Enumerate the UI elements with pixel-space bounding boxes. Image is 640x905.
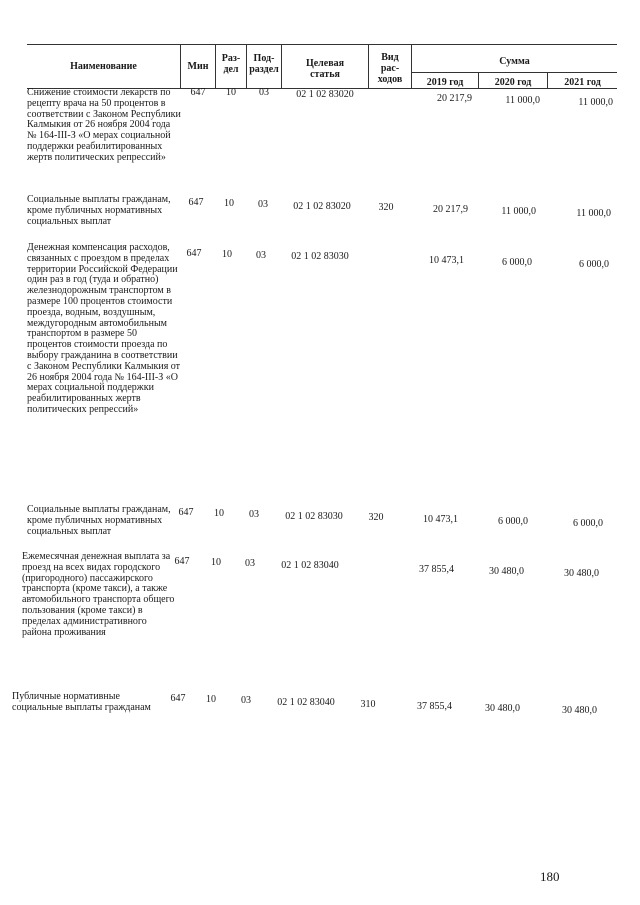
header-target: Целевая статья (305, 58, 345, 80)
header-top-border (27, 44, 617, 45)
row-amount-2019: 10 473,1 (423, 514, 458, 525)
row-amount-2019: 37 855,4 (419, 564, 454, 575)
row-razdel: 10 (206, 694, 216, 705)
row-podrazdel: 03 (258, 199, 268, 210)
row-podrazdel: 03 (245, 558, 255, 569)
row-name: Социальные выплаты гражданам, кроме публичных нормативных социальных выплат (27, 194, 171, 227)
row-min: 647 (178, 507, 194, 518)
row-amount-2020: 11 000,0 (505, 95, 540, 106)
row-amount-2020: 6 000,0 (498, 516, 528, 527)
row-razdel: 10 (226, 87, 236, 98)
row-vid: 310 (360, 699, 376, 710)
row-amount-2021: 6 000,0 (579, 259, 609, 270)
header-year-2020: 2020 год (494, 77, 532, 88)
header-summa: Сумма (499, 56, 530, 67)
row-podrazdel: 03 (241, 695, 251, 706)
row-podrazdel: 03 (249, 509, 259, 520)
row-target: 02 1 02 83030 (291, 251, 349, 262)
row-amount-2019: 37 855,4 (417, 701, 452, 712)
row-name: Ежемесячная денежная выплата за проезд на всех видах городского (пригородного) пассажирского транспорта (кроме такси), а также автомобильного транспорта общего пользования (кроме такси) в пределах административного района проживания (22, 551, 175, 638)
row-vid: 320 (368, 512, 384, 523)
row-razdel: 10 (224, 198, 234, 209)
row-min: 647 (188, 197, 204, 208)
row-amount-2020: 30 480,0 (489, 566, 524, 577)
header-summa-divider (411, 72, 617, 73)
row-amount-2020: 11 000,0 (501, 206, 536, 217)
row-min: 647 (190, 87, 206, 98)
row-target: 02 1 02 83020 (293, 201, 351, 212)
row-vid: 320 (378, 202, 394, 213)
row-target: 02 1 02 83040 (277, 697, 335, 708)
header-vid: Вид рас- ходов (377, 52, 403, 85)
header-min: Мин (187, 61, 209, 72)
row-name: Социальные выплаты гражданам, кроме публичных нормативных социальных выплат (27, 504, 171, 537)
row-razdel: 10 (214, 508, 224, 519)
row-amount-2021: 30 480,0 (562, 705, 597, 716)
row-name: Публичные нормативные социальные выплаты гражданам (12, 691, 151, 713)
row-name: Снижение стоимости лекарств по рецепту врача на 50 процентов в соответствии с Законом Республики Калмыкия от 26 ноября 2004 года № 164-III-З «О мерах социальной поддержки реабилитированных жертв политических репрессий» (27, 87, 181, 163)
row-amount-2020: 30 480,0 (485, 703, 520, 714)
header-podrazdel: Под- раздел (249, 53, 279, 75)
row-razdel: 10 (211, 557, 221, 568)
row-amount-2021: 6 000,0 (573, 518, 603, 529)
header-year-2021: 2021 год (564, 77, 601, 88)
header-year-2019: 2019 год (426, 77, 464, 88)
row-amount-2019: 10 473,1 (429, 255, 464, 266)
row-min: 647 (170, 693, 186, 704)
row-amount-2021: 11 000,0 (578, 97, 613, 108)
row-amount-2021: 11 000,0 (576, 208, 611, 219)
row-target: 02 1 02 83030 (285, 511, 343, 522)
row-amount-2020: 6 000,0 (502, 257, 532, 268)
row-amount-2019: 20 217,9 (433, 204, 468, 215)
row-podrazdel: 03 (256, 250, 266, 261)
row-amount-2019: 20 217,9 (437, 93, 472, 104)
header-razdel: Раз- дел (221, 53, 241, 75)
row-razdel: 10 (222, 249, 232, 260)
header-name: Наименование (70, 61, 137, 72)
page-number: 180 (540, 869, 560, 884)
row-target: 02 1 02 83040 (281, 560, 339, 571)
row-min: 647 (174, 556, 190, 567)
row-amount-2021: 30 480,0 (564, 568, 599, 579)
row-target: 02 1 02 83020 (296, 89, 354, 100)
row-podrazdel: 03 (259, 87, 269, 98)
row-name: Денежная компенсация расходов, связанных с проездом в пределах территории Российской Федерации один раз в год (туда и обратно) железнодорожным транспортом в размере 100 процентов стоимости проезда, водным, воздушным, междугородным автомобильным транспортом в размере 50 процентов стоимости проезда по выбору гражданина в соответствии с Законом Республики Калмыкия от 26 ноября 2004 года № 164-III-З «О мерах социальной поддержки реабилитированных жертв политических репрессий» (27, 242, 181, 415)
row-min: 647 (186, 248, 202, 259)
